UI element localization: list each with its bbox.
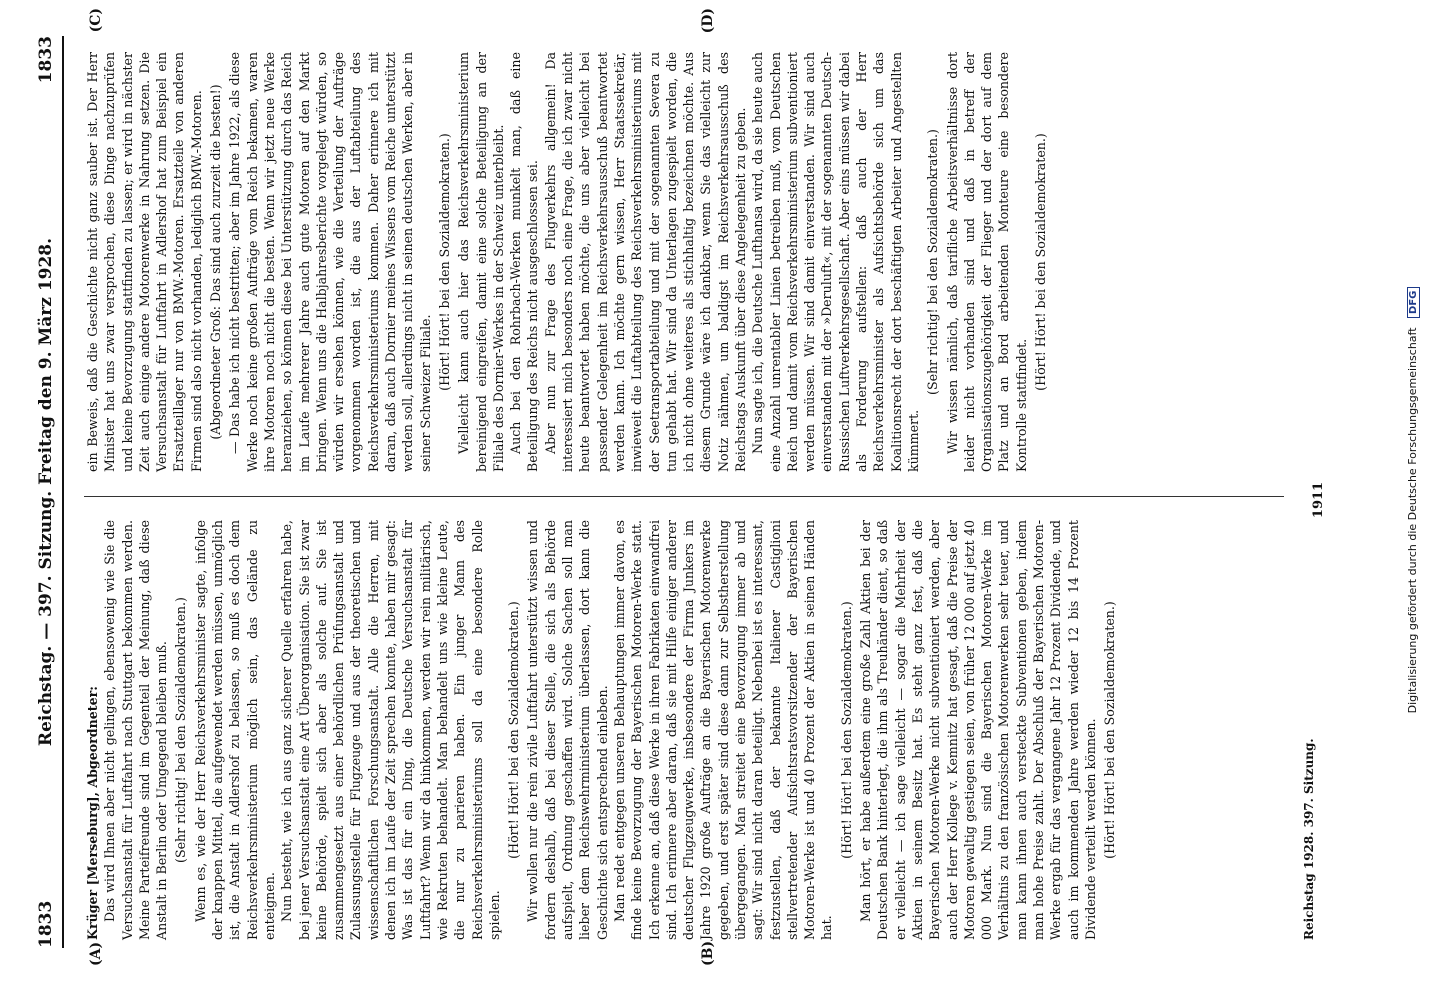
- margin-mark-a: (A): [88, 941, 104, 966]
- paragraph: Krüger [Merseburg], Abgeordneter:: [85, 686, 100, 940]
- paragraph: Man hört, er habe außerdem eine große Zahl Aktien bei der Deutschen Bank hinterlegt, die ihm als Treuhänder dient, so daß er vielleicht — ich sage vielleicht — sogar die Mehrheit der Aktien in seinem Besitz hat. Es steht ganz fest, daß die Bayerischen Motoren-Werke nicht subventioniert werden, aber auch der Herr Kollege v. Kemnitz hat gesagt, daß die Preise der Motoren gewaltig gestiegen seien, von früher 12 000 auf jetzt 40 000 Mark. Nun sind die Bayerischen Motoren-Werke im Verhältnis zu den französischen Motorenwerken sehr teuer, und man kann ihnen auch versteckte Subventionen geben, indem man hohe Preise zahlt. Der Abschluß der Bayerischen Motoren-Werke ergab für das vergangene Jahr 12 Prozent Dividende, und auch im kommenden Jahre werden wieder 12 bis 14 Prozent Dividende verteilt werden können.: [858, 520, 1098, 940]
- header-page-number-left: 1833: [36, 900, 56, 948]
- interjection: (Hört! Hört! bei den Sozialdemokraten.): [506, 601, 522, 859]
- dfg-logo: DFG: [1407, 287, 1420, 318]
- paragraph: Aber nun zur Frage des Flugverkehrs allgemein! Da interessiert mich besonders noch eine Frage, die ich zwar nicht heute beantwortet haben möchte, die uns aber vielleicht bei passender Gelegenheit im Reichsverkehrsausschuß beantwortet werden kann. Ich möchte gern wissen, Herr Staatssekretär, inwieweit die Luftabteilung des Reichsverkehrsministeriums mit der Seetransportabteilung und mit der sogenannten Severa zu tun gehabt hat. Wir sind da Unterlagen zugespielt worden, die ich nicht ohne weiteres als stichhaltig bezeichnen möchte. Aus diesem Grunde wäre ich dankbar, wenn Sie das vielleicht zur Notiz nähmen, um baldigst im Reichsverkehrsausschuß des Reichstags Auskunft über diese Angelegenheit zu geben.: [542, 52, 748, 472]
- interjection: (Sehr richtig! bei den Sozialdemokraten.): [925, 129, 941, 395]
- paragraph: Vielleicht kann auch hier das Reichsverkehrsministerium bereinigend eingreifen, damit eine solche Beteiligung an der Filiale des Dornier-Werkes in der Schweiz unterbleibt.: [456, 52, 506, 472]
- paragraph: Man redet entgegen unseren Behauptungen immer davon, es finde keine Bevorzugung der Bayerischen Motoren-Werke statt. Ich erkenne an, daß diese Werke in ihren Fabrikaten einwandfrei sind. Ich erinnere aber daran, daß sie mit Hilfe einiger anderer deutscher Flugzeugwerke, insbesondere der Firma Junkers im Jahre 1920 große Aufträge an die Bayerischen Motorenwerke gegeben, und erst später sind diese dann zur Selbstherstellung übergegangen. Man streitet eine Bevorzugung immer ab und sagt: Wir sind nicht daran beteiligt. Nebenbei ist es interessant, festzustellen, daß der bekannte Italiener Castiglioni stellvertretender Aufsichtsratsvorsitzender der Bayerischen Motoren-Werke ist und 40 Prozent der Aktien in seinen Händen hat.: [611, 520, 835, 940]
- paragraph: Auch bei den Rohrbach-Werken munkelt man, daß eine Beteiligung des Reichs nicht ausgeschlossen sei.: [508, 52, 541, 472]
- paragraph: Nun besteht, wie ich aus ganz sicherer Quelle erfahren habe, bei jener Versuchsanstalt eine Art Überorganisation. Sie ist zwar keine Behörde, spielt sich aber als solche auf. Sie ist zusammengesetzt aus einer behördlichen Prüfungsanstalt und Zulassungsstelle für Flugzeuge und aus der theoretischen und wissenschaftlichen Forschungsanstalt. Alle die Herren, mit denen ich im Laufe der Zeit sprechen konnte, haben mir gesagt: Was ist das für ein Ding, die Deutsche Versuchsanstalt für Luftfahrt? Wenn wir da hinkommen, werden wir rein militärisch, wie Rekruten behandelt. Man behandelt uns wie kleine Leute, die nur zu parieren haben. Ein junger Mann des Reichsverkehrsministeriums soll da eine besondere Rolle spielen.: [279, 520, 502, 940]
- paragraph: ein Beweis, daß die Geschichte nicht ganz sauber ist. Der Herr Minister hat uns zwar versprochen, diese Dinge nachzuprüfen und keine Bevorzugung stattfinden zu lassen; er wird in nächster Zeit auch einige andere Motorenwerke in Nahrung setzen. Die Versuchsanstalt für Luftfahrt in Adlershof hat zum Beispiel ein Ersatzteillager nur von BMW.-Motoren. Ersatzteile von anderen Firmen sind also nicht vorhanden, lediglich BMW.-Motoren.: [85, 52, 204, 472]
- text-column-right: [84, 52, 1051, 472]
- interjection: (Hört! Hört! bei den Sozialdemokraten.): [838, 601, 854, 859]
- margin-mark-c: (C): [88, 8, 104, 33]
- paragraph: Wir wissen nämlich, daß tarifliche Arbeitsverhältnisse dort leider nicht vorhanden sind und daß in betreff der Organisationszugehörigkeit der Flieger und der dort auf dem Platz und an Bord arbeitenden Monteure eine besondere Kontrolle stattfindet.: [944, 52, 1029, 472]
- paragraph: Wir wollen nur die rein zivile Luftfahrt unterstützt wissen und fordern deshalb, daß bei dieser Stelle, die sich als Behörde aufspielt, Ordnung geschaffen wird. Solche Sachen soll man lieber dem Reichswehrministerium überlassen, dort kann die Geschichte sich entsprechend einleben.: [525, 520, 610, 940]
- interjection: (Hört! Hört! bei den Sozialdemokraten.): [1033, 133, 1049, 391]
- credit-text: Digitalisierung gefördert durch die Deutsche Forschungsgemeinschaft: [1406, 327, 1419, 714]
- footer-session-label: Reichstag 1928. 397. Sitzung.: [1302, 738, 1316, 940]
- interjection: (Abgeordneter Groß: Das sind auch zurzeit die besten!): [208, 84, 224, 440]
- text-column-left: [84, 520, 1121, 940]
- page-header: [36, 36, 64, 948]
- footer-page-number: 1911: [1311, 481, 1326, 519]
- interjection: (Hört! Hört! bei den Sozialdemokraten.): [1102, 601, 1118, 859]
- paragraph: Das wird Ihnen aber nicht gelingen, ebensowenig wie Sie die Versuchsanstalt für Luftfahrt nach Stuttgart bekommen werden. Meine Parteifreunde sind im Gegenteil der Meinung, daß diese Anstalt in Berlin oder Umgegend bleiben muß.: [102, 520, 170, 940]
- paragraph: — Das habe ich nicht bestritten; aber im Jahre 1922, als diese Werke noch keine großen Aufträge vom Reich bekamen, waren ihre Motoren noch nicht die besten. Wenn wir jetzt neue Werke heranziehen, so können diese bei Unterstützung durch das Reich im Laufe mehrerer Jahre auch gute Motoren auf den Markt bringen. Wenn uns die Halbjahresberichte vorgelegt würden, so würden wir ersehen können, wie die Verteilung der Aufträge vorgenommen worden ist, die aus der Luftabteilung des Reichsverkehrsministeriums kommen. Daher erinnere ich mit daran, daß auch Dornier meines Wissens vom Reiche unterstützt werden soll, allerdings nicht in seinen deutschen Werken, aber in seiner Schweizer Filiale.: [227, 52, 433, 472]
- digitization-credit: [1406, 0, 1420, 1000]
- header-title: Reichstag. — 397. Sitzung. Freitag den 9. März 1928.: [36, 237, 56, 747]
- margin-mark-b: (B): [700, 940, 716, 966]
- interjection: (Sehr richtig! bei den Sozialdemokraten.): [173, 597, 189, 863]
- interjection: (Hört! Hört! bei den Sozialdemokraten.): [436, 133, 452, 391]
- margin-mark-d: (D): [700, 8, 716, 34]
- paragraph: Wenn es, wie der Herr Reichsverkehrsminister sagte, infolge der knappen Mittel, die aufgewendet werden müssen, unmöglich ist, die Anstalt in Adlershof zu belassen, so muß es doch dem Reichsverkehrsministerium möglich sein, das Gelände zu enteignen.: [192, 520, 277, 940]
- paragraph: Nun sagte ich, die Deutsche Lufthansa wird, da sie heute auch eine Anzahl unrentabler Linien betreiben muß, vom Deutschen Reich und damit vom Reichsverkehrsministerium subventioniert werden müssen. Wir sind damit einverstanden. Wir sind auch einverstanden mit der »Deruluft«, mit der sogenannten Deutsch-Russischen Luftverkehrsgesellschaft. Aber eins müssen wir dabei als Forderung aufstellen: daß auch der Herr Reichsverkehrsminister als Aufsichtsbehörde sich um das Koalitionsrecht der dort beschäftigten Arbeiter und Angestellten kümmert.: [750, 52, 921, 472]
- column-divider: [84, 496, 1284, 497]
- header-page-number-right: 1833: [36, 36, 56, 84]
